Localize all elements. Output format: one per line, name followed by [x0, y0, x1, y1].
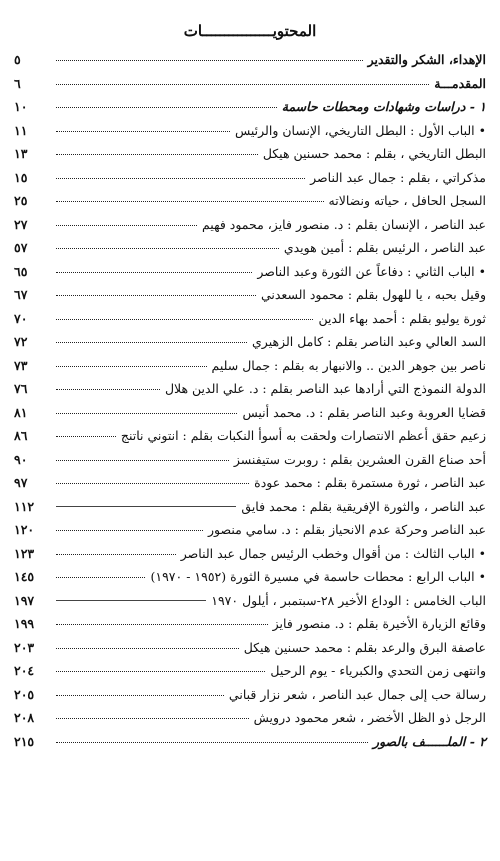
toc-entry-title: عبد الناصر ، ثورة مستمرة بقلم : محمد عودة	[254, 475, 486, 490]
toc-entry-title: السد العالي وعبد الناصر بقلم : كامل الزهيري	[252, 334, 486, 349]
toc-entry-title: قضايا العروبة وعبد الناصر بقلم : د. محمد أنيس	[242, 404, 486, 420]
toc-entry-title: وقيل بحبه ، يا للهول بقلم : محمود السعدني	[260, 287, 486, 302]
toc-page-number: ٢٠٥	[14, 686, 35, 702]
toc-entry-title: الباب الخامس : الوداع الأخير ٢٨-سبتمبر ، أيلول ١٩٧٠	[211, 592, 486, 608]
toc-entry-title: مذكراتي ، بقلم : جمال عبد الناصر	[310, 169, 486, 185]
dot-leader	[56, 671, 265, 672]
toc-page-number: ١٤٥	[14, 569, 35, 584]
toc-page-number: ٦٥	[14, 263, 28, 279]
dot-leader	[56, 624, 268, 625]
toc-entry-title: المقدمـــة	[434, 75, 486, 91]
toc-page-number: ١٢٣	[14, 545, 35, 561]
toc-entry[interactable]	[14, 311, 486, 335]
toc-entry[interactable]	[14, 428, 486, 452]
toc-entry-title: عبد الناصر ، الإنسان بقلم : د. منصور فايز، محمود فهيم	[201, 216, 486, 232]
dot-leader	[56, 600, 206, 601]
toc-page-number: ٢٥	[14, 193, 28, 208]
toc-entry[interactable]	[14, 264, 486, 288]
toc-entry[interactable]	[14, 640, 486, 664]
dot-leader	[56, 201, 324, 202]
toc-page-number: ٨١	[14, 404, 28, 420]
dot-leader	[56, 295, 256, 296]
toc-entry-title: أحد صناع القرن العشرين بقلم : روبرت ستيفنسز	[233, 451, 486, 467]
toc-entry[interactable]	[14, 334, 486, 358]
toc-entry[interactable]	[14, 381, 486, 405]
dot-leader	[56, 413, 237, 414]
toc-page-number: ٢٧	[14, 216, 28, 232]
toc-entry-title: السجل الحافل ، حياته ونضالاته	[328, 193, 486, 208]
toc-entry[interactable]	[14, 193, 486, 217]
toc-entry[interactable]	[14, 240, 486, 264]
toc-page-number: ٢٠٤	[14, 663, 35, 678]
toc-page-number: ٦	[14, 75, 21, 91]
toc-entry-title: الرجل ذو الظل الأخضر ، شعر محمود درويش	[253, 710, 486, 725]
toc-page-number: ١٥	[14, 169, 28, 185]
dot-leader	[56, 366, 207, 367]
toc-entry-title: زعيم حقق أعظم الانتصارات ولحقت به أسوأ النكبات بقلم : انتوني ناتنج	[120, 428, 486, 443]
toc-page-number: ٥	[14, 52, 21, 67]
toc-entry-title: عبد الناصر ، والثورة الإفريقية بقلم : محمد فايق	[241, 498, 486, 514]
toc-entry[interactable]	[14, 569, 486, 593]
toc-page-number: ٧٠	[14, 310, 28, 326]
toc-entry[interactable]	[14, 287, 486, 311]
toc-entry-title: ٢ - الملــــــف بالصور	[373, 733, 486, 749]
toc-page-number: ١٣	[14, 146, 28, 161]
dot-leader	[56, 718, 249, 719]
toc-page-number: ٧٦	[14, 381, 28, 396]
dot-leader	[56, 577, 145, 578]
dot-leader	[56, 272, 252, 273]
dot-leader	[56, 506, 236, 507]
dot-leader	[56, 107, 277, 108]
toc-page-number: ٨٦	[14, 428, 28, 443]
dot-leader	[56, 131, 230, 132]
dot-leader	[56, 483, 249, 484]
dot-leader	[56, 695, 224, 696]
toc-entry[interactable]	[14, 358, 486, 382]
toc-page-number: ٢٠٨	[14, 710, 35, 725]
toc-entry[interactable]	[14, 452, 486, 476]
toc-entry-title: البطل التاريخي ، بقلم : محمد حسنين هيكل	[262, 146, 486, 161]
toc-page-number: ١١٢	[14, 498, 35, 514]
dot-leader	[56, 60, 363, 61]
toc-entry[interactable]	[14, 475, 486, 499]
page-title: المحتويــــــــــــــــات	[183, 22, 317, 40]
toc-page-number: ١٩٩	[14, 616, 35, 631]
dot-leader	[56, 84, 429, 85]
toc-entry-title: عبد الناصر ، الرئيس بقلم : أمين هويدي	[283, 240, 486, 255]
toc-page-number: ١٢٠	[14, 522, 35, 537]
toc-entry-title: ناصر بين جوهر الدين .. والانبهار به بقلم : جمال سليم	[211, 357, 486, 373]
toc-page-number: ١١	[14, 122, 28, 138]
dot-leader	[56, 225, 197, 226]
toc-entry[interactable]	[14, 499, 486, 523]
toc-entry-title: ثورة يوليو بقلم : أحمد بهاء الدين	[318, 310, 486, 326]
toc-entry[interactable]	[14, 593, 486, 617]
toc-entry-title: • الباب الرابع : محطات حاسمة في مسيرة الثورة (١٩٥٢ - ١٩٧٠)	[150, 569, 486, 584]
toc-page-number: ٩٠	[14, 451, 28, 467]
toc-entry-title: • الباب الأول : البطل التاريخي، الإنسان والرئيس	[234, 122, 486, 138]
toc-entry-title: رسالة حب إلى جمال عبد الناصر ، شعر نزار قباني	[228, 686, 486, 702]
dot-leader	[56, 319, 313, 320]
toc-entry-title: وقائع الزيارة الأخيرة بقلم : د. منصور فايز	[272, 616, 486, 631]
toc-entry-title: • الباب الثاني : دفاعاً عن الثورة وعبد الناصر	[257, 263, 486, 279]
toc-entry[interactable]	[14, 546, 486, 570]
toc-list	[14, 52, 486, 757]
toc-page-number: ١٠	[14, 99, 28, 114]
toc-page-number: ١٩٧	[14, 592, 35, 608]
toc-entry[interactable]	[14, 99, 486, 123]
toc-entry[interactable]	[14, 170, 486, 194]
dot-leader	[56, 178, 305, 179]
toc-entry[interactable]	[14, 52, 486, 76]
dot-leader	[56, 530, 203, 531]
toc-entry[interactable]	[14, 146, 486, 170]
dot-leader	[56, 554, 176, 555]
dot-leader	[56, 648, 239, 649]
toc-entry-title: وانتهى زمن التحدي والكبرياء - يوم الرحيل	[270, 663, 486, 678]
dot-leader	[56, 742, 368, 743]
toc-page-number: ٧٢	[14, 334, 28, 349]
dot-leader	[56, 154, 258, 155]
dot-leader	[56, 248, 279, 249]
toc-entry[interactable]	[14, 123, 486, 147]
dot-leader	[56, 436, 116, 437]
toc-page-number: ٧٣	[14, 357, 28, 373]
toc-entry-title: ١ - دراسات وشهادات ومحطات حاسمة	[281, 99, 486, 114]
toc-entry-title: الإهداء، الشكر والتقدير	[367, 52, 486, 67]
toc-page-number: ٢٠٣	[14, 639, 35, 655]
dot-leader	[56, 342, 247, 343]
toc-entry-title: الدولة النموذج التي أرادها عبد الناصر بقلم : د. علي الدين هلال	[164, 381, 486, 396]
toc-page-number: ٦٧	[14, 287, 28, 302]
toc-page-number: ٥٧	[14, 240, 28, 255]
toc-entry[interactable]	[14, 710, 486, 734]
toc-entry-title: عبد الناصر وحركة عدم الانحياز بقلم : د. سامي منصور	[208, 522, 486, 537]
toc-entry[interactable]	[14, 687, 486, 711]
toc-entry[interactable]	[14, 663, 486, 687]
toc-entry[interactable]	[14, 522, 486, 546]
toc-entry[interactable]	[14, 217, 486, 241]
toc-page-number: ٢١٥	[14, 733, 35, 749]
toc-entry[interactable]	[14, 76, 486, 100]
dot-leader	[56, 389, 160, 390]
toc-entry-title: عاصفة البرق والرعد بقلم : محمد حسنين هيكل	[243, 639, 486, 655]
toc-entry-title: • الباب الثالث : من أقوال وخطب الرئيس جمال عبد الناصر	[180, 545, 486, 561]
toc-page-number: ٩٧	[14, 475, 28, 490]
dot-leader	[56, 460, 229, 461]
toc-entry[interactable]	[14, 734, 486, 758]
toc-entry[interactable]	[14, 616, 486, 640]
toc-entry[interactable]	[14, 405, 486, 429]
